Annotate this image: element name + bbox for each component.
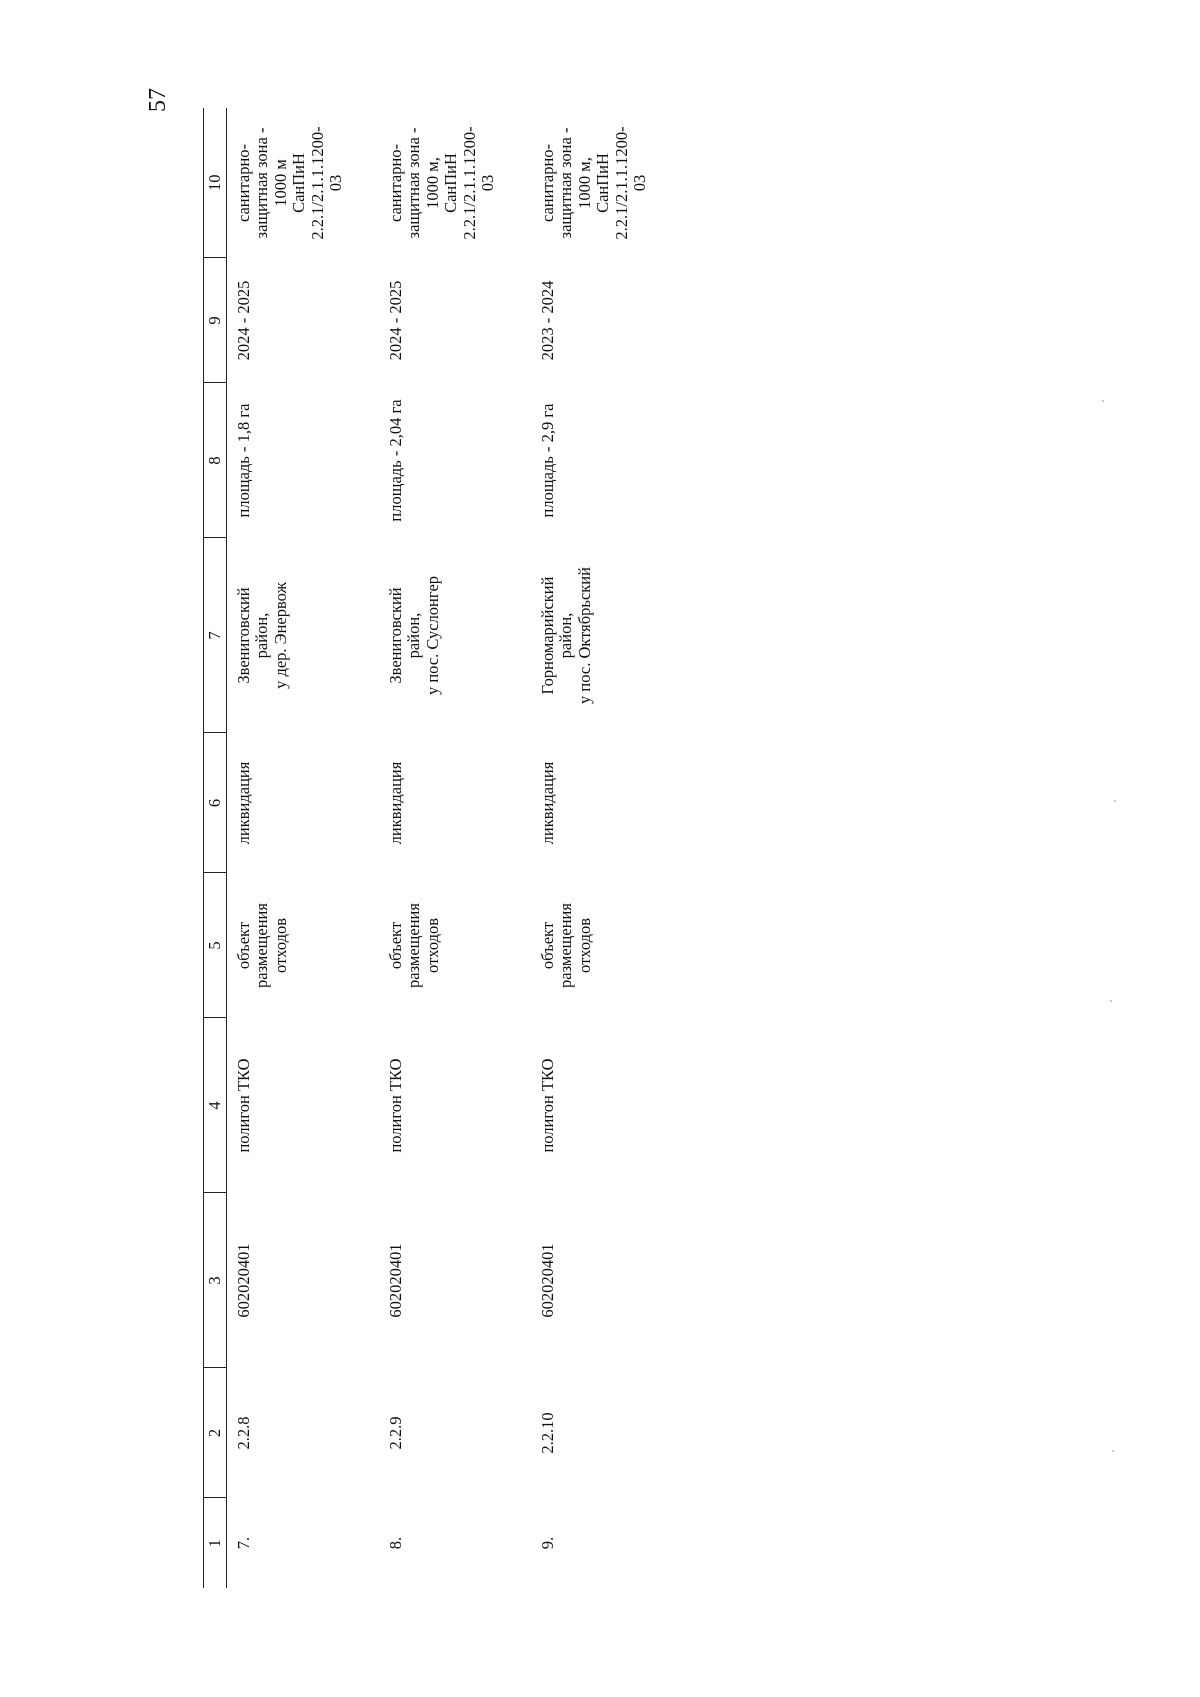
header-cell: 5 bbox=[204, 873, 227, 1018]
cell-line: 03 bbox=[326, 174, 346, 192]
table-cell-col-9: 2024 - 2025 bbox=[234, 280, 253, 361]
waste-facilities-table bbox=[203, 108, 683, 1588]
scan-speck bbox=[1112, 1450, 1114, 1452]
cell-line: объект bbox=[538, 921, 557, 970]
header-cell: 9 bbox=[204, 258, 227, 383]
table-cell-col-2: 2.2.9 bbox=[386, 1416, 405, 1450]
cell-line: отходов bbox=[574, 917, 594, 974]
cell-line: 03 bbox=[478, 174, 498, 192]
table-cell-col-4: полигон ТКО bbox=[538, 1058, 557, 1153]
cell-line: санитарно- bbox=[386, 143, 405, 223]
cell-line: отходов bbox=[270, 917, 290, 974]
cell-line: размещения bbox=[556, 903, 576, 988]
scan-speck bbox=[1110, 1000, 1112, 1002]
cell-line: 1000 м bbox=[270, 159, 290, 207]
table-cell-col-6: ликвидация bbox=[538, 761, 557, 845]
cell-line: размещения bbox=[404, 903, 424, 988]
scan-speck bbox=[1114, 800, 1116, 802]
table-row bbox=[227, 108, 380, 1588]
table-cell-col-8: площадь - 2,04 га bbox=[386, 399, 405, 522]
table-cell-col-10 bbox=[227, 108, 380, 258]
table-cell-col-1: 9. bbox=[538, 1536, 557, 1550]
table-row bbox=[531, 108, 683, 1588]
table-cell-col-8: площадь - 2,9 га bbox=[538, 403, 557, 518]
header-cell: 10 bbox=[204, 108, 227, 258]
table-cell-col-3: 602020401 bbox=[234, 1243, 253, 1318]
cell-line: санитарно- bbox=[538, 143, 557, 223]
page-number: 57 bbox=[145, 88, 171, 112]
cell-line: 2.2.1/2.1.1.1200- bbox=[611, 126, 631, 240]
table-cell-col-1: 8. bbox=[386, 1536, 405, 1550]
header-cell: 8 bbox=[204, 383, 227, 538]
table-cell-col-7 bbox=[531, 538, 683, 733]
cell-line: 2.2.1/2.1.1.1200- bbox=[307, 126, 327, 240]
cell-line: СанПиН bbox=[289, 153, 309, 213]
cell-line: защитная зона - bbox=[556, 127, 576, 239]
cell-line: Звениговский bbox=[386, 587, 405, 684]
table-cell-col-7 bbox=[379, 538, 531, 733]
table-cell-col-5 bbox=[227, 873, 380, 1018]
cell-line: 03 bbox=[630, 174, 650, 192]
cell-line: 1000 м, bbox=[422, 157, 442, 209]
cell-line: 2.2.1/2.1.1.1200- bbox=[459, 126, 479, 240]
header-cell: 6 bbox=[204, 733, 227, 873]
cell-line: у пос. Октябрьский bbox=[574, 567, 594, 704]
header-cell: 4 bbox=[204, 1018, 227, 1193]
table-cell-col-1: 7. bbox=[234, 1536, 253, 1550]
header-cell: 1 bbox=[204, 1498, 227, 1588]
cell-line: отходов bbox=[422, 917, 442, 974]
table-cell-col-9: 2024 - 2025 bbox=[386, 280, 405, 361]
table-cell-col-10 bbox=[379, 108, 531, 258]
header-row bbox=[204, 108, 227, 1588]
table-cell-col-3: 602020401 bbox=[538, 1243, 557, 1318]
table-cell-col-10 bbox=[531, 108, 683, 258]
cell-line: защитная зона - bbox=[252, 127, 272, 239]
table-cell-col-5 bbox=[379, 873, 531, 1018]
table-cell-col-4: полигон ТКО bbox=[386, 1058, 405, 1153]
scan-speck bbox=[1102, 400, 1104, 402]
cell-line: объект bbox=[234, 921, 253, 970]
table-row bbox=[379, 108, 531, 1588]
cell-line: 1000 м, bbox=[574, 157, 594, 209]
table-cell-col-3: 602020401 bbox=[386, 1243, 405, 1318]
cell-line: у дер. Энервож bbox=[270, 582, 290, 689]
cell-line: район, bbox=[252, 612, 272, 659]
cell-line: размещения bbox=[252, 903, 272, 988]
table-cell-col-5 bbox=[531, 873, 683, 1018]
table-cell-col-2: 2.2.8 bbox=[234, 1416, 253, 1450]
cell-line: защитная зона - bbox=[404, 127, 424, 239]
cell-line: Звениговский bbox=[234, 587, 253, 684]
rotated-table-container bbox=[203, 108, 683, 1588]
table-cell-col-7 bbox=[227, 538, 380, 733]
table-cell-col-2: 2.2.10 bbox=[538, 1412, 557, 1454]
table-cell-col-9: 2023 - 2024 bbox=[538, 280, 557, 361]
table-cell-col-6: ликвидация bbox=[386, 761, 405, 845]
cell-line: район, bbox=[404, 612, 424, 659]
cell-line: район, bbox=[556, 612, 576, 659]
table-cell-col-6: ликвидация bbox=[234, 761, 253, 845]
cell-line: у пос. Суслонгер bbox=[422, 575, 442, 696]
cell-line: СанПиН bbox=[441, 153, 461, 213]
header-cell: 7 bbox=[204, 538, 227, 733]
cell-line: Горномарийский bbox=[538, 576, 557, 695]
cell-line: объект bbox=[386, 921, 405, 970]
header-cell: 2 bbox=[204, 1368, 227, 1498]
cell-line: СанПиН bbox=[593, 153, 613, 213]
header-cell: 3 bbox=[204, 1193, 227, 1368]
table-cell-col-8: площадь - 1,8 га bbox=[234, 403, 253, 518]
table-cell-col-4: полигон ТКО bbox=[234, 1058, 253, 1153]
cell-line: санитарно- bbox=[234, 143, 253, 223]
